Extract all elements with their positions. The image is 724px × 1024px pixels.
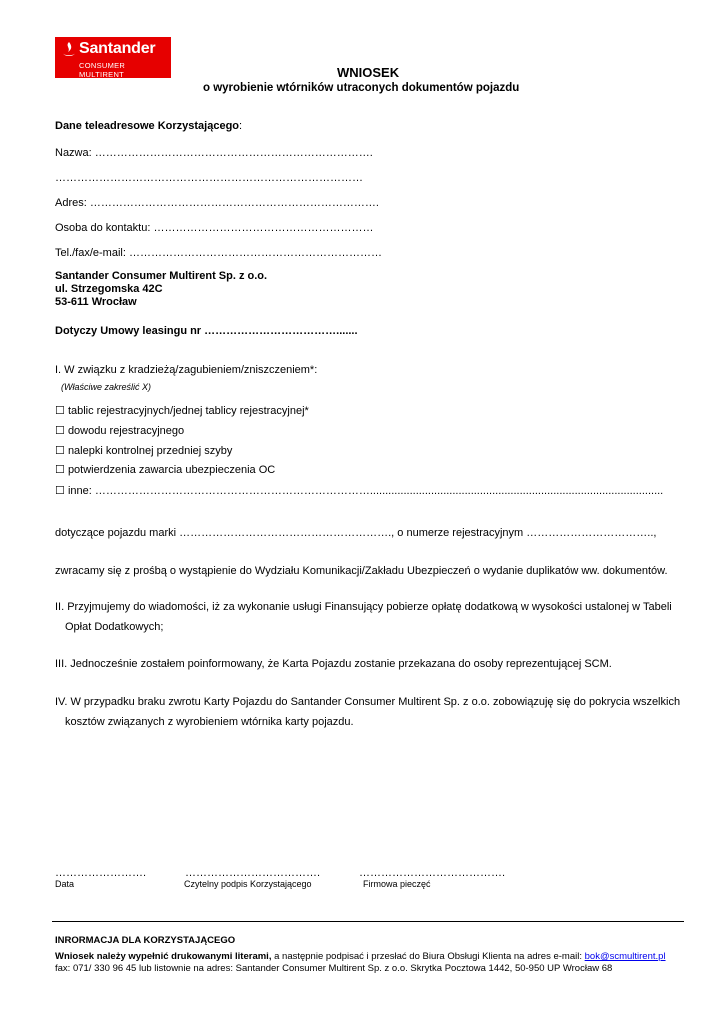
option-label: dowodu rejestracyjnego bbox=[67, 425, 185, 437]
checkbox-icon[interactable]: ☐ bbox=[55, 464, 65, 476]
option-other[interactable] bbox=[55, 484, 663, 497]
lease-number-field[interactable]: Dotyczy Umowy leasingu nr ………………………………....... bbox=[55, 325, 358, 337]
date-label: Data bbox=[55, 879, 75, 889]
stamp-line[interactable]: …………………………………. bbox=[359, 867, 506, 879]
name-field-continuation[interactable]: ………………………………………………………………………… bbox=[55, 172, 363, 184]
flame-icon bbox=[62, 41, 76, 59]
signature-line[interactable]: ………………………………. bbox=[185, 867, 321, 879]
santander-logo bbox=[55, 37, 171, 78]
tel-fax-email-field[interactable]: Tel./fax/e-mail: …………………………………………………………… bbox=[55, 247, 382, 259]
checkbox-icon[interactable]: ☐ bbox=[55, 445, 65, 457]
document-title: WNIOSEK bbox=[337, 65, 400, 80]
option-label: tablic rejestracyjnych/jednej tablicy rejestracyjnej* bbox=[67, 405, 309, 417]
section-2-line1: II. Przyjmujemy do wiadomości, iż za wykonanie usługi Finansujący pobierze opłatę dodatkową w wysokości ustalonej w Tabeli bbox=[55, 601, 672, 613]
footer-line-1: Wniosek należy wypełnić drukowanymi literami, a następnie podpisać i przesłać do Biura Obsługi Klienta na adres e-mail: bok@scmultirent.pl bbox=[55, 951, 666, 962]
section-1-intro: I. W związku z kradzieżą/zagubieniem/zniszczeniem*: bbox=[55, 364, 318, 376]
section-3: III. Jednocześnie zostałem poinformowany, że Karta Pojazdu zostanie przekazana do osoby reprezentującej SCM. bbox=[55, 658, 612, 670]
option-registration-certificate[interactable] bbox=[55, 424, 184, 437]
contact-person-field[interactable]: Osoba do kontaktu: …………………………………………………… bbox=[55, 222, 374, 234]
option-label: inne: …………………………………………………………………................................................................................................ bbox=[67, 485, 664, 497]
vehicle-line[interactable]: dotyczące pojazdu marki …………………………………………………., o numerze rejestracyjnym …………………………….., bbox=[55, 527, 657, 539]
checkbox-icon[interactable]: ☐ bbox=[55, 485, 65, 497]
checkbox-icon[interactable]: ☐ bbox=[55, 405, 65, 417]
footer-divider bbox=[52, 921, 684, 922]
signature-label: Czytelny podpis Korzystającego bbox=[184, 879, 312, 889]
option-oc-insurance[interactable] bbox=[55, 463, 275, 476]
contact-heading: Dane teleadresowe Korzystającego: bbox=[55, 120, 243, 132]
option-label: potwierdzenia zawarcia ubezpieczenia OC bbox=[67, 464, 276, 476]
stamp-label: Firmowa pieczęć bbox=[363, 879, 431, 889]
company-street: ul. Strzegomska 42C bbox=[55, 283, 163, 295]
logo-brand: Santander bbox=[79, 40, 156, 57]
section-4-line1: IV. W przypadku braku zwrotu Karty Pojazdu do Santander Consumer Multirent Sp. z o.o. zobowiązuję się do pokrycia wszelkich bbox=[55, 696, 681, 708]
document-subtitle: o wyrobienie wtórników utraconych dokumentów pojazdu bbox=[203, 82, 520, 94]
request-line: zwracamy się z prośbą o wystąpienie do Wydziału Komunikacji/Zakładu Ubezpieczeń o wydanie duplikatów ww. dokumentów. bbox=[55, 565, 668, 577]
footer-heading: INRORMACJA DLA KORZYSTAJĄCEGO bbox=[55, 935, 236, 946]
footer-line-2: fax: 071/ 330 96 45 lub listownie na adres: Santander Consumer Multirent Sp. z o.o. Skrytka Pocztowa 1442, 50-950 UP Wrocław 68 bbox=[55, 963, 613, 974]
company-name: Santander Consumer Multirent Sp. z o.o. bbox=[55, 270, 268, 282]
option-registration-plates[interactable] bbox=[55, 404, 309, 417]
section-4-line2: kosztów związanych z wyrobieniem wtórnika karty pojazdu. bbox=[65, 716, 354, 728]
company-city: 53-611 Wrocław bbox=[55, 296, 137, 308]
section-1-note: (Właściwe zakreślić X) bbox=[61, 382, 152, 392]
date-line[interactable]: ……………………. bbox=[55, 867, 147, 879]
section-2-line2: Opłat Dodatkowych; bbox=[65, 621, 164, 633]
checkbox-icon[interactable]: ☐ bbox=[55, 425, 65, 437]
address-field[interactable]: Adres: ……………………………………………………………………. bbox=[55, 197, 379, 209]
option-label: nalepki kontrolnej przedniej szyby bbox=[67, 445, 233, 457]
email-link[interactable]: bok@scmultirent.pl bbox=[584, 951, 666, 962]
name-field[interactable]: Nazwa: …………………………………………………………………. bbox=[55, 147, 373, 159]
logo-sub: CONSUMER MULTIRENT bbox=[79, 61, 126, 79]
option-windshield-sticker[interactable] bbox=[55, 444, 232, 457]
